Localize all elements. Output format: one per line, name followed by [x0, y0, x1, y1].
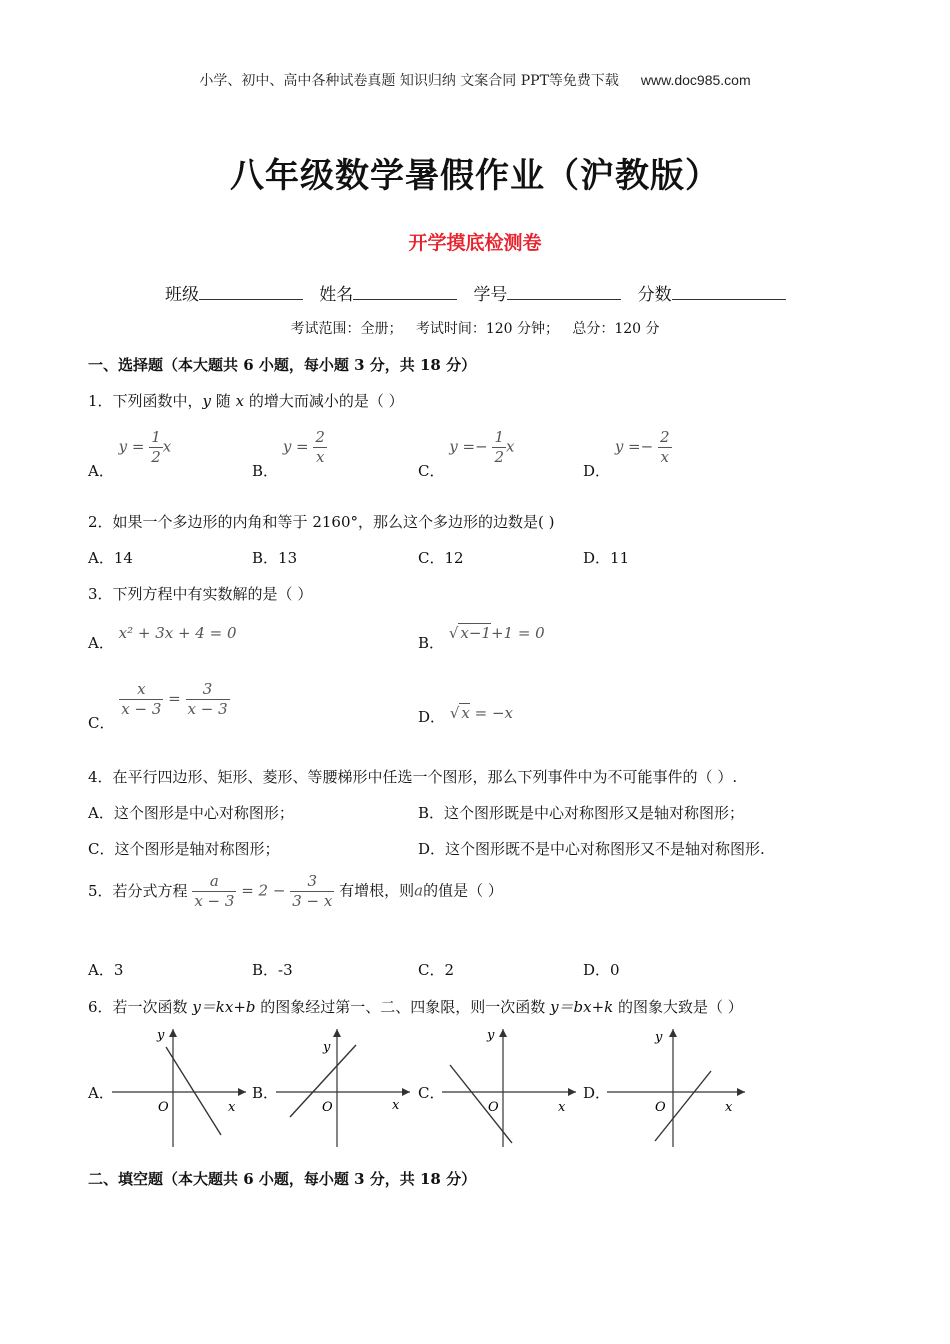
q1-option-b[interactable]: [252, 428, 327, 480]
q1-a-fraction: [149, 428, 163, 467]
section-1-heading: 一、选择题（本大题共 6 小题，每小题 3 分，共 18 分）: [88, 356, 477, 374]
q3-d-rest: = −x: [469, 704, 513, 722]
name-label: 姓名: [319, 285, 354, 305]
y-axis-arrow: [333, 1029, 341, 1037]
q1-a-den: 2: [151, 448, 161, 466]
class-field[interactable]: [199, 283, 303, 300]
student-info-row: [165, 280, 786, 305]
q1-a-num: 1: [151, 428, 161, 446]
q3-c-eq: =: [168, 689, 181, 708]
number-label: 学号: [473, 285, 508, 305]
question-2: 2．如果一个多边形的内角和等于 2160°，那么这个多边形的边数是( ): [88, 513, 555, 531]
q5-stem-end: 的值是（ ）: [423, 881, 503, 900]
section-2-heading: 二、填空题（本大题共 6 小题，每小题 3 分，共 18 分）: [88, 1170, 477, 1188]
q6-option-a-label[interactable]: A．: [88, 1084, 114, 1102]
y-label: y: [157, 1028, 165, 1043]
exam-info: 考试范围：全册； 考试时间：120 分钟； 总分：120 分: [290, 321, 660, 337]
q1-d-lhs: y =: [614, 437, 641, 456]
q1-stem-mid: 随: [211, 392, 236, 410]
q5-option-d[interactable]: D．0: [583, 961, 620, 979]
q5-fraction-a: [192, 872, 236, 911]
option-label: D．: [583, 461, 611, 480]
q5-den-3: 3 − x: [292, 892, 333, 910]
q1-c-neg: −: [475, 437, 488, 456]
q2-option-a[interactable]: A．14: [88, 549, 133, 567]
q3-c-num2: 3: [186, 680, 230, 700]
origin-label: O: [655, 1100, 666, 1115]
question-5: [88, 872, 503, 911]
q1-d-neg: −: [640, 437, 654, 456]
q3-option-d[interactable]: [418, 702, 513, 726]
q5-stem: 5．若分式方程: [88, 881, 188, 900]
q5-num-a: a: [192, 872, 236, 892]
q1-c-x: x: [505, 437, 515, 456]
q6-stem-mid: 的图象经过第一、二、四象限，则一次函数: [255, 998, 551, 1016]
y-axis-arrow: [169, 1029, 177, 1037]
name-field[interactable]: [353, 283, 457, 300]
option-label: C．: [418, 461, 445, 480]
q5-fraction-3: [290, 872, 334, 911]
y-axis-arrow: [499, 1029, 507, 1037]
q4-option-c[interactable]: C．这个图形是轴对称图形；: [88, 840, 280, 858]
x-axis-arrow: [568, 1088, 576, 1096]
q3-c-den2: x − 3: [187, 700, 228, 718]
q3-option-b[interactable]: [418, 622, 545, 652]
q5-den-a: x − 3: [194, 892, 235, 910]
q4-option-d[interactable]: D．这个图形既不是中心对称图形又不是轴对称图形.: [418, 840, 765, 858]
q3-c-den1: x − 3: [121, 700, 162, 718]
q3-d-radicand: x: [461, 704, 470, 722]
q2-option-c[interactable]: C．12: [418, 549, 464, 567]
question-3: 3．下列方程中有实数解的是（ ）: [88, 585, 313, 603]
q6-option-d-label[interactable]: D．: [583, 1084, 611, 1102]
y-label: y: [487, 1028, 495, 1043]
q3-c-fraction-left: [119, 680, 163, 719]
q1-c-fraction: [492, 428, 506, 467]
q1-var-y: y: [202, 392, 212, 410]
q1-c-lhs: y =: [449, 437, 476, 456]
q1-d-den: x: [660, 448, 669, 466]
q3-a-expr: x² + 3x + 4 = 0: [118, 624, 237, 642]
q1-var-x: x: [235, 392, 245, 410]
option-label: A．: [88, 461, 114, 480]
q6-func1: y＝kx+b: [192, 998, 256, 1016]
q6-func2: y＝bx+k: [550, 998, 614, 1016]
x-axis-arrow: [737, 1088, 745, 1096]
q5-stem-mid: 有增根，则: [339, 881, 415, 900]
q1-option-c[interactable]: [418, 428, 515, 480]
q5-option-b[interactable]: B．-3: [252, 961, 293, 979]
q1-d-num: 2: [659, 428, 670, 446]
q1-c-den: 2: [494, 448, 504, 466]
option-label: A．: [88, 634, 114, 652]
q1-b-den: x: [315, 448, 325, 466]
q5-option-a[interactable]: A．3: [88, 961, 124, 979]
question-1: [88, 390, 404, 411]
option-label: D．: [418, 708, 446, 726]
y-axis-arrow: [669, 1029, 677, 1037]
q3-option-a[interactable]: [88, 622, 237, 652]
q3-c-fraction-right: [186, 680, 230, 719]
q4-option-a[interactable]: A．这个图形是中心对称图形；: [88, 804, 294, 822]
q3-b-expr: √ x−1+1 = 0: [448, 624, 545, 642]
q1-option-a[interactable]: [88, 428, 172, 480]
q1-d-fraction: [658, 428, 672, 467]
page-header: [0, 70, 950, 90]
header-site-link[interactable]: www.doc985.com: [640, 72, 751, 88]
q6-stem: 6．若一次函数: [88, 998, 193, 1016]
q5-var-a: a: [414, 881, 424, 900]
option-label: B．: [418, 634, 445, 652]
x-label: x: [558, 1100, 566, 1115]
page-subtitle: 开学摸底检测卷: [408, 232, 542, 254]
q1-stem: 1．下列函数中，: [88, 392, 203, 410]
q5-num-3: 3: [290, 872, 334, 892]
q2-option-d[interactable]: D．11: [583, 549, 630, 567]
q1-b-fraction: [313, 428, 327, 467]
x-label: x: [228, 1100, 236, 1115]
q1-option-d[interactable]: [583, 428, 672, 480]
y-label: y: [323, 1040, 331, 1055]
q1-a-lhs: y =: [118, 437, 145, 456]
q2-option-b[interactable]: B．13: [252, 549, 298, 567]
origin-label: O: [322, 1100, 333, 1115]
q1-a-x: x: [162, 437, 172, 456]
q3-d-expr: √ x = −x: [449, 704, 513, 722]
option-label: C．: [88, 713, 115, 732]
origin-label: O: [158, 1100, 169, 1115]
graph-line: [166, 1047, 221, 1135]
q1-c-num: 1: [494, 428, 504, 446]
page-title: 八年级数学暑假作业（沪教版）: [230, 156, 720, 196]
x-axis-arrow: [238, 1088, 246, 1096]
q3-option-c[interactable]: [88, 680, 230, 732]
option-label: B．: [252, 461, 279, 480]
q1-stem-end: 的增大而减小的是（ ）: [244, 392, 404, 410]
score-field[interactable]: [672, 283, 786, 300]
q5-mid: = 2 −: [241, 881, 286, 900]
q3-c-num1: x: [119, 680, 163, 700]
q1-b-num: 2: [315, 428, 325, 446]
number-field[interactable]: [507, 283, 621, 300]
x-axis-arrow: [402, 1088, 410, 1096]
q6-graph-b[interactable]: [272, 1025, 412, 1150]
question-4: 4．在平行四边形、矩形、菱形、等腰梯形中任选一个图形，那么下列事件中为不可能事件的（ ）.: [88, 768, 738, 786]
x-label: x: [725, 1100, 733, 1115]
class-label: 班级: [165, 285, 199, 305]
q1-b-lhs: y =: [282, 437, 309, 456]
score-label: 分数: [637, 285, 672, 305]
header-banner: 小学、初中、高中各种试卷真题 知识归纳 文案合同 PPT等免费下载: [199, 73, 619, 89]
q6-option-c-label[interactable]: C．: [418, 1084, 445, 1102]
origin-label: O: [488, 1100, 499, 1115]
q6-graph-d[interactable]: [603, 1025, 748, 1150]
q6-graph-c[interactable]: [438, 1025, 578, 1150]
q6-stem-end: 的图象大致是（ ）: [613, 998, 743, 1016]
q6-graph-a[interactable]: [108, 1025, 248, 1150]
q4-option-b[interactable]: B．这个图形既是中心对称图形又是轴对称图形；: [418, 804, 745, 822]
x-label: x: [392, 1098, 400, 1113]
q3-b-rest: +1 = 0: [490, 624, 545, 642]
q3-b-radicand: x−1: [460, 624, 491, 642]
y-label: y: [655, 1030, 663, 1045]
q5-option-c[interactable]: C．2: [418, 961, 455, 979]
question-6: [88, 996, 743, 1017]
q6-option-b-label[interactable]: B．: [252, 1084, 279, 1102]
